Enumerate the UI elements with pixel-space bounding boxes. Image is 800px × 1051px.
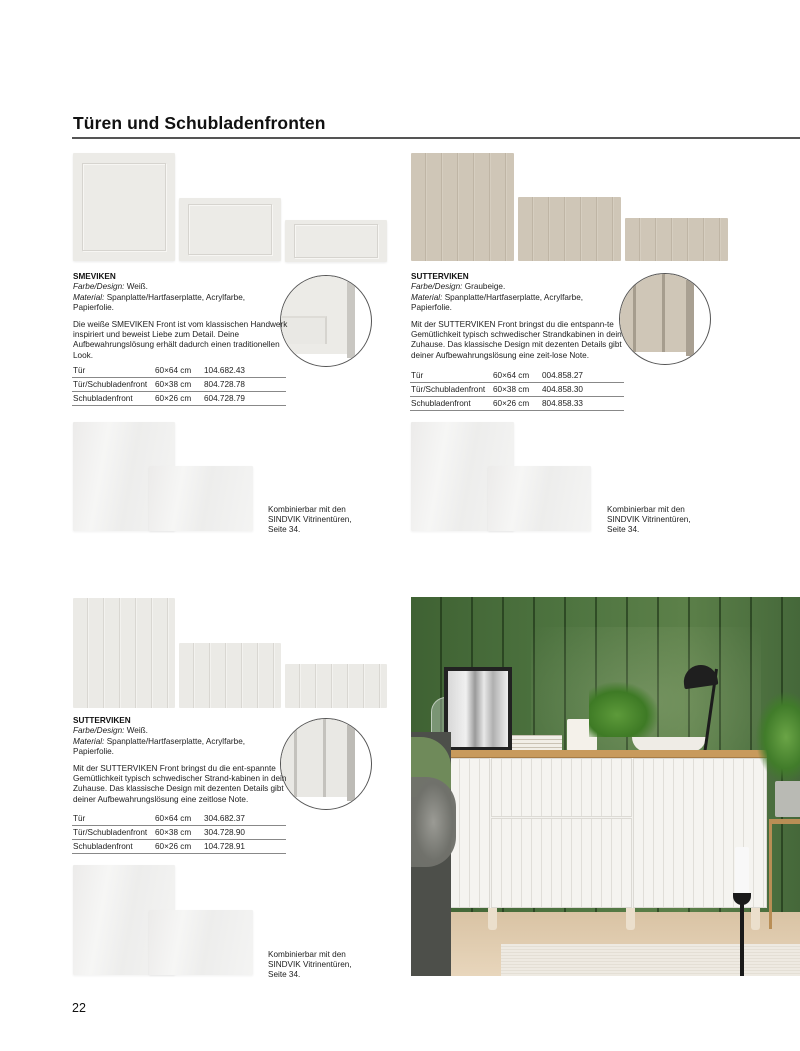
table-row: Schubladenfront 60×26 cm 804.858.33 <box>410 397 624 411</box>
sideboard-drawer <box>491 758 632 817</box>
drawer-swatch-60x26 <box>285 220 387 262</box>
table-row: Tür/Schubladenfront 60×38 cm 804.728.78 <box>72 378 286 392</box>
color-label: Farbe/Design: <box>411 282 463 292</box>
sindvik-glass-door-swatch-small <box>149 910 253 975</box>
plant-pot <box>775 781 800 817</box>
door-drawer-swatch-60x38 <box>518 197 621 261</box>
door-swatch-60x64 <box>73 598 175 708</box>
material-label: Material: <box>73 292 105 302</box>
rug <box>501 944 800 976</box>
material-value: Spanplatte/Hartfaserplatte, Acrylfarbe, Papierfolie. <box>411 292 584 313</box>
table-row: Tür 60×64 cm 104.682.43 <box>72 364 286 378</box>
detail-zoom-circle <box>280 718 372 810</box>
product-info <box>73 272 288 361</box>
sideboard-drawer-large <box>491 818 632 908</box>
drawer-swatch-60x26 <box>625 218 728 261</box>
page-title: Türen und Schubladenfronten <box>73 113 326 133</box>
sindvik-glass-door-swatch-small <box>149 466 253 531</box>
drawer-swatch-60x26 <box>285 664 387 708</box>
color-label: Farbe/Design: <box>73 282 125 292</box>
color-value: Weiß. <box>126 282 148 292</box>
spec-table <box>72 364 286 406</box>
material-label: Material: <box>73 736 105 746</box>
spec-table <box>72 812 286 854</box>
color-value: Weiß. <box>126 726 148 736</box>
sideboard-top <box>449 750 767 758</box>
table-row: Schubladenfront 60×26 cm 104.728.91 <box>72 840 286 854</box>
detail-zoom-circle <box>280 275 372 367</box>
sideboard-leg <box>488 908 497 930</box>
combinable-note: Kombinierbar mit den SINDVIK Vitrinentüren, Seite 34. <box>607 505 691 535</box>
product-info <box>73 716 288 805</box>
door-swatch-60x64 <box>73 153 175 261</box>
spec-table <box>410 369 624 411</box>
fern-plant <box>589 682 659 737</box>
sheepskin-throw <box>411 777 456 867</box>
sideboard-leg <box>751 908 760 930</box>
table-row: Tür 60×64 cm 304.682.37 <box>72 812 286 826</box>
title-divider <box>72 137 800 139</box>
page-number: 22 <box>72 1001 86 1015</box>
door-drawer-swatch-60x38 <box>179 643 281 708</box>
room-photo <box>411 597 800 976</box>
door-swatch-60x64 <box>411 153 514 261</box>
sindvik-glass-door-swatch-small <box>488 466 591 531</box>
side-plant <box>756 692 800 782</box>
table-row: Schubladenfront 60×26 cm 604.728.79 <box>72 392 286 406</box>
rattan-stool <box>769 819 800 929</box>
product-info <box>411 272 626 361</box>
door-drawer-swatch-60x38 <box>179 198 281 261</box>
material-value: Spanplatte/Hartfaserplatte, Acrylfarbe, Papierfolie. <box>73 292 246 313</box>
table-row: Tür/Schubladenfront 60×38 cm 304.728.90 <box>72 826 286 840</box>
table-row: Tür/Schubladenfront 60×38 cm 404.858.30 <box>410 383 624 397</box>
table-row: Tür 60×64 cm 004.858.27 <box>410 369 624 383</box>
combinable-note: Kombinierbar mit den SINDVIK Vitrinentüren, Seite 34. <box>268 950 352 980</box>
books-stack <box>512 735 562 751</box>
material-value: Spanplatte/Hartfaserplatte, Acrylfarbe, Papierfolie. <box>73 736 246 757</box>
material-label: Material: <box>411 292 443 302</box>
product-description: Die weiße SMEVIKEN Front ist vom klassischen Handwerk inspiriert und beweist Liebe zum Detail. Deine Aufbewahrungslösung erhält dadurch einen traditionellen Look. <box>73 319 288 360</box>
product-name: SUTTERVIKEN <box>411 272 469 281</box>
detail-zoom-circle <box>619 273 711 365</box>
product-name: SUTTERVIKEN <box>73 716 131 725</box>
candle <box>735 847 749 895</box>
product-description: Mit der SUTTERVIKEN Front bringst du die entspann-te Gemütlichkeit typisch schwedischer Strandkabinen in dein Zuhause. Das klassische Design mit dezenten Details gibt deiner Aufbewahrungslösung eine zeit-lose Note. <box>411 319 622 360</box>
color-value: Graubeige. <box>464 282 506 292</box>
product-name: SMEVIKEN <box>73 272 116 281</box>
sideboard <box>449 758 767 908</box>
color-label: Farbe/Design: <box>73 726 125 736</box>
picture-frame <box>444 667 512 751</box>
combinable-note: Kombinierbar mit den SINDVIK Vitrinentüren, Seite 34. <box>268 505 352 535</box>
sideboard-leg <box>626 908 635 930</box>
product-description: Mit der SUTTERVIKEN Front bringst du die ent-spannte Gemütlichkeit typisch schwedischer Strand-kabinen in dein Zuhause. Das klassische Design mit dezenten Details gibt deiner Aufbewahrungslösung eine zeitlose Note. <box>73 763 287 804</box>
